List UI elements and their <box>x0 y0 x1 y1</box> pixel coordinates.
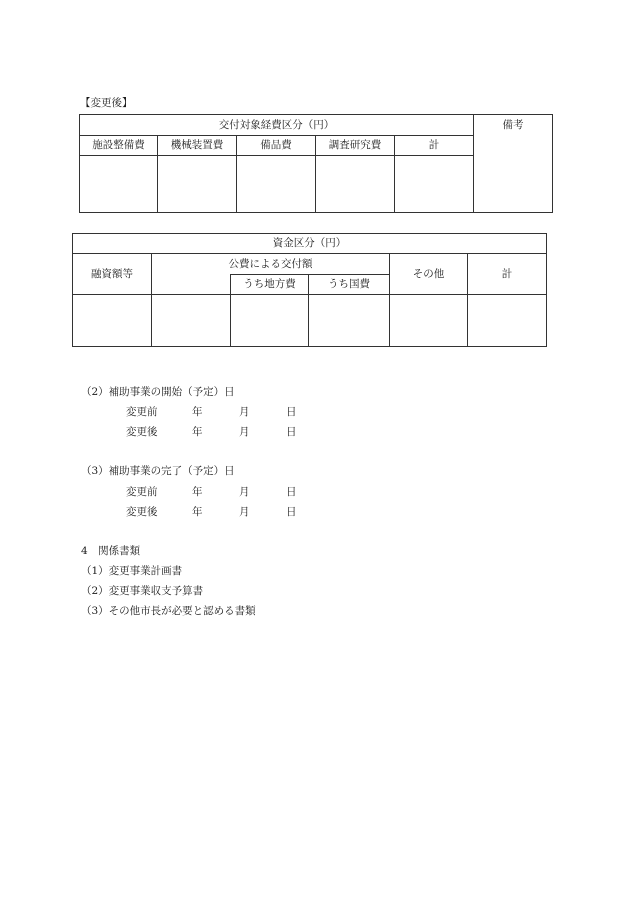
heading-after: 【変更後】 <box>80 97 133 109</box>
cell-other[interactable] <box>390 295 468 347</box>
year-unit: 年 <box>192 426 203 438</box>
cell-research-cost[interactable] <box>316 156 395 213</box>
month-unit: 月 <box>239 506 250 518</box>
day-unit: 日 <box>286 486 297 498</box>
cell-national-share[interactable] <box>309 295 390 347</box>
cell-facility-cost[interactable] <box>80 156 158 213</box>
year-unit: 年 <box>192 486 203 498</box>
remarks-header: 備考 <box>474 115 553 213</box>
col-total: 計 <box>395 136 474 156</box>
month-unit: 月 <box>239 426 250 438</box>
related-doc-item: （1）変更事業計画書 <box>81 565 183 577</box>
start-date-title: （2）補助事業の開始（予定）日 <box>81 386 235 398</box>
row-label: 変更前 <box>126 406 158 418</box>
row-label: 変更前 <box>126 486 158 498</box>
col-funding-total: 計 <box>468 254 547 295</box>
col-public-grant: 公費による交付額 <box>152 254 390 275</box>
end-before-row <box>126 487 297 498</box>
start-before-row <box>126 407 297 418</box>
col-finance: 融資額等 <box>73 254 152 295</box>
funding-category-table <box>72 233 547 347</box>
year-unit: 年 <box>192 406 203 418</box>
month-unit: 月 <box>239 486 250 498</box>
cell-funding-total[interactable] <box>468 295 547 347</box>
public-grant-spacer <box>152 275 231 295</box>
related-docs-title: 4 関係書類 <box>81 545 141 557</box>
row-label: 変更後 <box>126 426 158 438</box>
col-facility-cost: 施設整備費 <box>80 136 158 156</box>
cell-local-share[interactable] <box>231 295 309 347</box>
expense-category-table <box>79 114 553 213</box>
day-unit: 日 <box>286 426 297 438</box>
month-unit: 月 <box>239 406 250 418</box>
col-local-share: うち地方費 <box>231 275 309 295</box>
day-unit: 日 <box>286 406 297 418</box>
col-other: その他 <box>390 254 468 295</box>
year-unit: 年 <box>192 506 203 518</box>
row-label: 変更後 <box>126 506 158 518</box>
cell-finance[interactable] <box>73 295 152 347</box>
cell-total[interactable] <box>395 156 474 213</box>
col-national-share: うち国費 <box>309 275 390 295</box>
col-equipment-cost: 備品費 <box>237 136 316 156</box>
col-machinery-cost: 機械装置費 <box>158 136 237 156</box>
related-doc-item: （3）その他市長が必要と認める書類 <box>81 605 256 617</box>
related-doc-item: （2）変更事業収支予算書 <box>81 585 204 597</box>
end-date-title: （3）補助事業の完了（予定）日 <box>81 465 235 477</box>
expense-group-header: 交付対象経費区分（円） <box>80 115 474 136</box>
end-after-row <box>126 507 297 518</box>
start-after-row <box>126 427 297 438</box>
day-unit: 日 <box>286 506 297 518</box>
cell-machinery-cost[interactable] <box>158 156 237 213</box>
cell-equipment-cost[interactable] <box>237 156 316 213</box>
col-research-cost: 調査研究費 <box>316 136 395 156</box>
cell-public-grant[interactable] <box>152 295 231 347</box>
funding-group-header: 資金区分（円） <box>73 234 547 254</box>
